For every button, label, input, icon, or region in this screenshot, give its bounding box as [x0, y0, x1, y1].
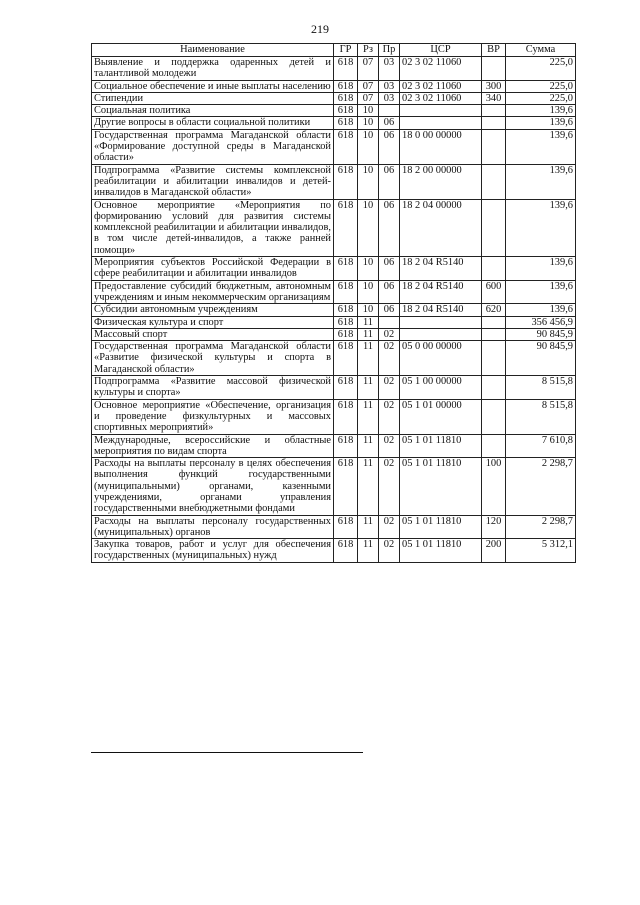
- cell-sum: 139,6: [506, 304, 576, 316]
- cell-name: Другие вопросы в области социальной политики: [92, 117, 334, 129]
- cell-sum: 2 298,7: [506, 515, 576, 539]
- cell-gr: 618: [334, 341, 358, 376]
- cell-gr: 618: [334, 328, 358, 340]
- cell-csr: 02 3 02 11060: [400, 92, 482, 104]
- cell-vr: 600: [482, 280, 506, 304]
- cell-sum: 356 456,9: [506, 316, 576, 328]
- cell-sum: 139,6: [506, 105, 576, 117]
- cell-pr: 02: [379, 399, 400, 434]
- table-row: [92, 280, 576, 304]
- cell-csr: 02 3 02 11060: [400, 57, 482, 81]
- cell-rz: 10: [358, 280, 379, 304]
- cell-csr: 05 1 01 11810: [400, 458, 482, 515]
- cell-sum: 90 845,9: [506, 328, 576, 340]
- cell-sum: 225,0: [506, 92, 576, 104]
- cell-rz: 10: [358, 129, 379, 164]
- cell-csr: 05 1 01 11810: [400, 434, 482, 458]
- cell-gr: 618: [334, 92, 358, 104]
- table-row: [92, 316, 576, 328]
- cell-vr: 300: [482, 80, 506, 92]
- cell-pr: 02: [379, 515, 400, 539]
- table-row: [92, 434, 576, 458]
- cell-sum: 7 610,8: [506, 434, 576, 458]
- table-row: [92, 341, 576, 376]
- header-sum: Сумма: [506, 44, 576, 57]
- table-row: [92, 328, 576, 340]
- cell-csr: 05 1 01 11810: [400, 539, 482, 563]
- cell-gr: 618: [334, 434, 358, 458]
- cell-rz: 10: [358, 164, 379, 199]
- cell-pr: 06: [379, 117, 400, 129]
- cell-vr: 340: [482, 92, 506, 104]
- cell-vr: [482, 105, 506, 117]
- cell-gr: 618: [334, 515, 358, 539]
- cell-gr: 618: [334, 129, 358, 164]
- cell-gr: 618: [334, 80, 358, 92]
- cell-csr: [400, 316, 482, 328]
- cell-rz: 10: [358, 199, 379, 256]
- cell-gr: 618: [334, 458, 358, 515]
- cell-sum: 225,0: [506, 80, 576, 92]
- cell-sum: 8 515,8: [506, 399, 576, 434]
- cell-name: Стипендии: [92, 92, 334, 104]
- cell-name: Основное мероприятие «Обеспечение, организация и проведение физкультурных и массовых спортивных мероприятий»: [92, 399, 334, 434]
- cell-vr: [482, 376, 506, 400]
- cell-sum: 139,6: [506, 199, 576, 256]
- cell-pr: 03: [379, 57, 400, 81]
- cell-name: Физическая культура и спорт: [92, 316, 334, 328]
- cell-gr: 618: [334, 316, 358, 328]
- header-name: Наименование: [92, 44, 334, 57]
- table-row: [92, 117, 576, 129]
- cell-rz: 11: [358, 328, 379, 340]
- cell-vr: [482, 341, 506, 376]
- header-gr: ГР: [334, 44, 358, 57]
- cell-gr: 618: [334, 304, 358, 316]
- table-row: [92, 399, 576, 434]
- table-row: [92, 57, 576, 81]
- table-row: [92, 80, 576, 92]
- cell-pr: 06: [379, 199, 400, 256]
- cell-sum: 139,6: [506, 164, 576, 199]
- cell-vr: [482, 129, 506, 164]
- cell-name: Подпрограмма «Развитие массовой физической культуры и спорта»: [92, 376, 334, 400]
- cell-gr: 618: [334, 164, 358, 199]
- cell-rz: 11: [358, 539, 379, 563]
- cell-vr: 200: [482, 539, 506, 563]
- cell-vr: [482, 399, 506, 434]
- cell-sum: 139,6: [506, 257, 576, 281]
- cell-name: Расходы на выплаты персоналу государственных (муниципальных) органов: [92, 515, 334, 539]
- cell-name: Государственная программа Магаданской области «Развитие физической культуры и спорта в Магаданской области»: [92, 341, 334, 376]
- cell-pr: 02: [379, 458, 400, 515]
- cell-name: Государственная программа Магаданской области «Формирование доступной среды в Магаданской области»: [92, 129, 334, 164]
- cell-csr: 18 2 04 R5140: [400, 257, 482, 281]
- cell-name: Социальное обеспечение и иные выплаты населению: [92, 80, 334, 92]
- cell-sum: 139,6: [506, 117, 576, 129]
- cell-rz: 11: [358, 376, 379, 400]
- budget-table: [91, 43, 576, 563]
- cell-name: Предоставление субсидий бюджетным, автономным учреждениям и иным некоммерческим организациям: [92, 280, 334, 304]
- cell-name: Подпрограмма «Развитие системы комплексной реабилитации и абилитации инвалидов и детей-инвалидов в Магаданской области»: [92, 164, 334, 199]
- cell-pr: 02: [379, 341, 400, 376]
- cell-sum: 90 845,9: [506, 341, 576, 376]
- cell-rz: 11: [358, 458, 379, 515]
- cell-name: Расходы на выплаты персоналу в целях обеспечения выполнения функций государственными (муниципальными) органами, казенными учреждениями, органами управления государственными внебюджетными фондами: [92, 458, 334, 515]
- cell-pr: 06: [379, 257, 400, 281]
- cell-pr: 02: [379, 539, 400, 563]
- cell-rz: 10: [358, 304, 379, 316]
- cell-rz: 07: [358, 92, 379, 104]
- cell-gr: 618: [334, 280, 358, 304]
- cell-gr: 618: [334, 57, 358, 81]
- cell-csr: 18 2 04 R5140: [400, 280, 482, 304]
- cell-vr: 100: [482, 458, 506, 515]
- cell-rz: 07: [358, 57, 379, 81]
- cell-gr: 618: [334, 376, 358, 400]
- cell-sum: 139,6: [506, 129, 576, 164]
- cell-csr: 18 2 04 R5140: [400, 304, 482, 316]
- cell-csr: [400, 328, 482, 340]
- header-csr: ЦСР: [400, 44, 482, 57]
- cell-sum: 225,0: [506, 57, 576, 81]
- cell-vr: [482, 434, 506, 458]
- table-row: [92, 376, 576, 400]
- header-pr: Пр: [379, 44, 400, 57]
- cell-pr: 06: [379, 280, 400, 304]
- cell-rz: 11: [358, 515, 379, 539]
- cell-sum: 8 515,8: [506, 376, 576, 400]
- cell-name: Мероприятия субъектов Российской Федерации в сфере реабилитации и абилитации инвалидов: [92, 257, 334, 281]
- cell-rz: 10: [358, 117, 379, 129]
- cell-csr: 18 2 04 00000: [400, 199, 482, 256]
- cell-vr: [482, 257, 506, 281]
- cell-rz: 11: [358, 341, 379, 376]
- table-row: [92, 92, 576, 104]
- cell-vr: [482, 316, 506, 328]
- page-number: 219: [311, 22, 329, 36]
- cell-csr: [400, 117, 482, 129]
- cell-name: Выявление и поддержка одаренных детей и талантливой молодежи: [92, 57, 334, 81]
- cell-sum: 5 312,1: [506, 539, 576, 563]
- table-row: [92, 105, 576, 117]
- cell-csr: 18 0 00 00000: [400, 129, 482, 164]
- cell-gr: 618: [334, 399, 358, 434]
- table-row: [92, 515, 576, 539]
- cell-sum: 2 298,7: [506, 458, 576, 515]
- cell-gr: 618: [334, 199, 358, 256]
- table-row: [92, 539, 576, 563]
- cell-vr: 620: [482, 304, 506, 316]
- cell-name: Массовый спорт: [92, 328, 334, 340]
- table-row: [92, 129, 576, 164]
- cell-rz: 10: [358, 257, 379, 281]
- cell-vr: [482, 164, 506, 199]
- cell-name: Международные, всероссийские и областные мероприятия по видам спорта: [92, 434, 334, 458]
- cell-pr: 02: [379, 434, 400, 458]
- table-row: [92, 458, 576, 515]
- header-rz: Рз: [358, 44, 379, 57]
- cell-pr: 06: [379, 304, 400, 316]
- cell-vr: [482, 199, 506, 256]
- cell-pr: [379, 316, 400, 328]
- cell-gr: 618: [334, 105, 358, 117]
- cell-sum: 139,6: [506, 280, 576, 304]
- cell-vr: [482, 328, 506, 340]
- header-row: [92, 44, 576, 57]
- cell-name: Закупка товаров, работ и услуг для обеспечения государственных (муниципальных) нужд: [92, 539, 334, 563]
- cell-name: Субсидии автономным учреждениям: [92, 304, 334, 316]
- table-body: [92, 57, 576, 563]
- table-row: [92, 199, 576, 256]
- cell-pr: [379, 105, 400, 117]
- cell-pr: 06: [379, 164, 400, 199]
- cell-rz: 11: [358, 434, 379, 458]
- cell-pr: 03: [379, 92, 400, 104]
- table-row: [92, 304, 576, 316]
- footnote-divider: [91, 752, 363, 753]
- cell-csr: 05 0 00 00000: [400, 341, 482, 376]
- cell-pr: 02: [379, 328, 400, 340]
- cell-csr: 05 1 01 11810: [400, 515, 482, 539]
- cell-csr: 02 3 02 11060: [400, 80, 482, 92]
- cell-pr: 06: [379, 129, 400, 164]
- cell-csr: 05 1 01 00000: [400, 399, 482, 434]
- cell-gr: 618: [334, 539, 358, 563]
- cell-vr: 120: [482, 515, 506, 539]
- cell-rz: 07: [358, 80, 379, 92]
- table-row: [92, 257, 576, 281]
- cell-rz: 10: [358, 105, 379, 117]
- cell-vr: [482, 117, 506, 129]
- cell-csr: [400, 105, 482, 117]
- cell-vr: [482, 57, 506, 81]
- cell-csr: 05 1 00 00000: [400, 376, 482, 400]
- cell-name: Социальная политика: [92, 105, 334, 117]
- cell-name: Основное мероприятие «Мероприятия по формированию условий для развития системы комплексной реабилитации и абилитации инвалидов, в том числе детей-инвалидов, а также ранней помощи»: [92, 199, 334, 256]
- cell-csr: 18 2 00 00000: [400, 164, 482, 199]
- cell-gr: 618: [334, 257, 358, 281]
- table-row: [92, 164, 576, 199]
- cell-rz: 11: [358, 399, 379, 434]
- cell-pr: 02: [379, 376, 400, 400]
- header-vr: ВР: [482, 44, 506, 57]
- cell-gr: 618: [334, 117, 358, 129]
- cell-rz: 11: [358, 316, 379, 328]
- cell-pr: 03: [379, 80, 400, 92]
